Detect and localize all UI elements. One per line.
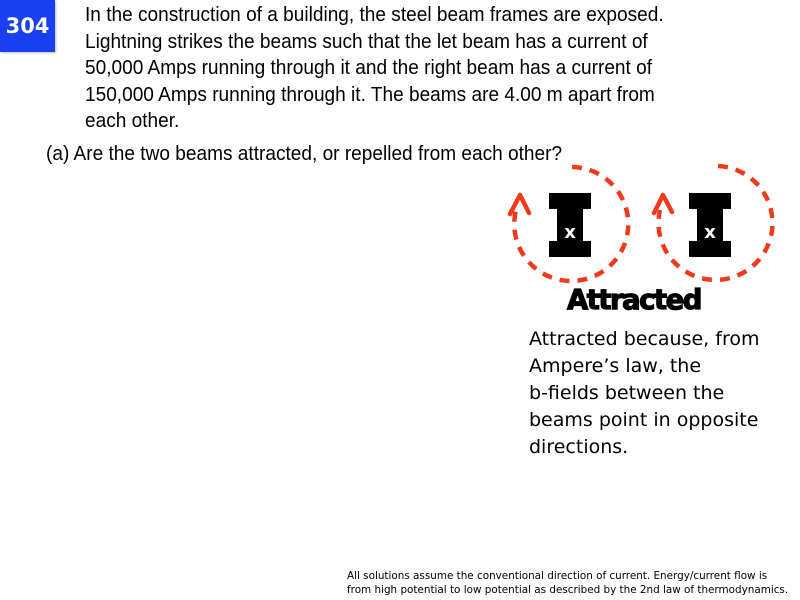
left-beam-icon <box>549 193 591 257</box>
right-current-into-page-icon: x <box>704 222 716 243</box>
question-a: (a) Are the two beams attracted, or repelled from each other? <box>46 142 563 165</box>
right-beam-icon <box>689 193 731 257</box>
answer-heading: Attracted <box>567 283 701 316</box>
problem-line: Lightning strikes the beams such that the let beam has a current of <box>85 29 648 53</box>
explanation-line: Ampere’s law, the <box>529 355 702 377</box>
explanation-line: Attracted because, from <box>529 328 760 350</box>
problem-line: 150,000 Amps running through it. The beams are 4.00 m apart from <box>85 82 655 106</box>
explanation-line: b-fields between the <box>529 382 725 404</box>
footnote-line: All solutions assume the conventional direction of current. Energy/current flow is <box>347 570 768 582</box>
left-current-into-page-icon: x <box>564 222 576 243</box>
problem-number-badge: 304 <box>0 0 55 52</box>
problem-line: 50,000 Amps running through it and the right beam has a current of <box>85 56 653 80</box>
explanation-line: directions. <box>529 436 629 458</box>
problem-line: each other. <box>85 109 180 133</box>
footnote-line: from high potential to low potential as described by the 2nd law of thermodynamics. <box>347 583 789 596</box>
problem-line: In the construction of a building, the steel beam frames are exposed. <box>85 3 664 26</box>
explanation-line: beams point in opposite <box>529 409 759 431</box>
footnote <box>347 570 788 597</box>
answer-explanation <box>529 326 759 461</box>
